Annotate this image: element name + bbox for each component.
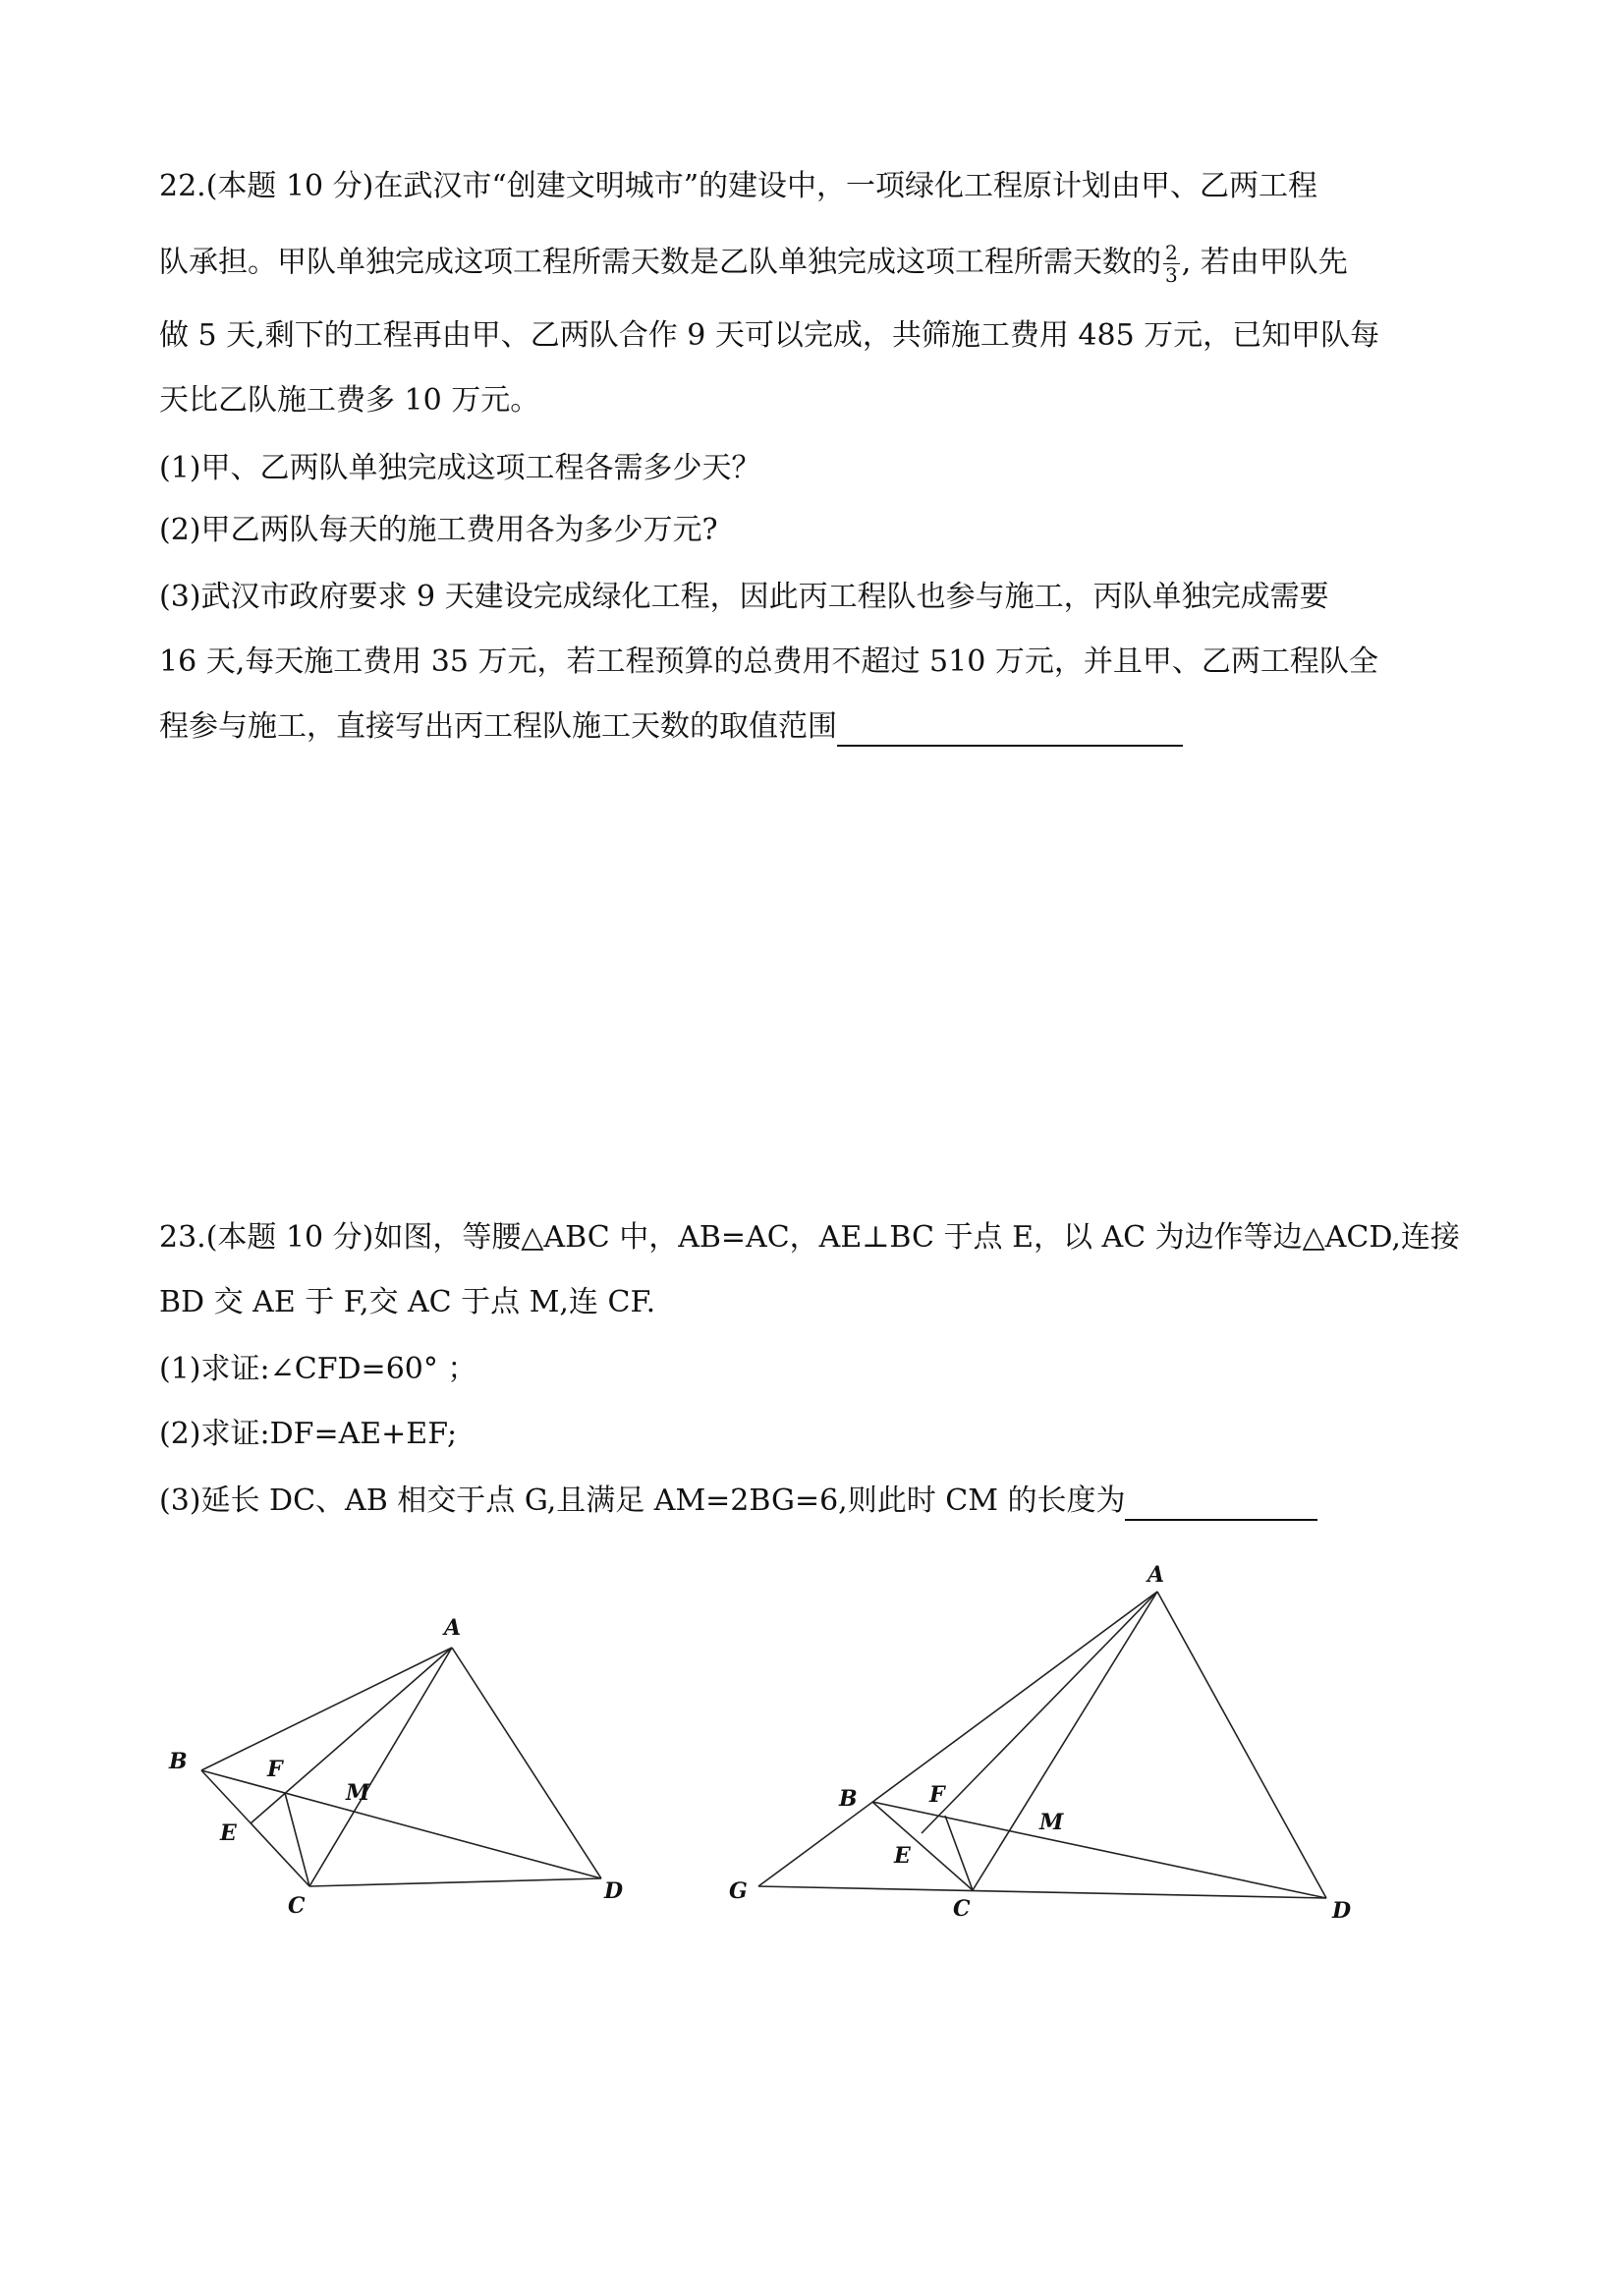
- segment-AE: [922, 1592, 1157, 1833]
- figure2-lines: [758, 1592, 1326, 1898]
- q22-line4: 天比乙队施工费多 10 万元。: [159, 383, 540, 418]
- figure2-label-C: C: [953, 1896, 971, 1922]
- figure2-label-D: D: [1332, 1898, 1352, 1924]
- segment-GD: [758, 1886, 1326, 1898]
- q23-line2: BD 交 AE 于 F,交 AC 于点 M,连 CF.: [159, 1285, 656, 1319]
- segment-BC: [201, 1770, 309, 1886]
- figure2-label-F: F: [929, 1782, 945, 1808]
- segment-CD: [309, 1878, 601, 1886]
- q22-part1: (1)甲、乙两队单独完成这项工程各需多少天？: [159, 451, 761, 485]
- figure2-label-A: A: [1147, 1562, 1165, 1588]
- figure2-label-E: E: [894, 1843, 911, 1869]
- fraction-denominator: 3: [1165, 263, 1178, 287]
- q23-part3-text: (3)延长 DC、AB 相交于点 G,且满足 AM=2BG=6,则此时 CM 的长度为: [159, 1484, 1126, 1518]
- figure2-label-M: M: [1039, 1810, 1064, 1835]
- figure2-label-G: G: [729, 1878, 748, 1904]
- q22-line2-text-a: 队承担。甲队单独完成这项工程所需天数是乙队单独完成这项工程所需天数的: [159, 245, 1161, 280]
- q22-line3: 做 5 天,剩下的工程再由甲、乙两队合作 9 天可以完成，共筛施工费用 485 万元，已知甲队每: [159, 318, 1380, 353]
- segment-AB: [201, 1648, 452, 1770]
- segment-BD: [872, 1802, 1326, 1898]
- figure1-label-B: B: [169, 1749, 188, 1774]
- figure2-label-B: B: [839, 1786, 858, 1812]
- figure1-label-D: D: [604, 1878, 624, 1904]
- q23-part1: (1)求证:∠CFD=60° ；: [159, 1352, 477, 1386]
- fraction-numerator: 2: [1165, 241, 1178, 264]
- figure1-label-M: M: [346, 1780, 370, 1806]
- q22-line1: 22.(本题 10 分)在武汉市“创建文明城市”的建设中，一项绿化工程原计划由甲、乙两工程: [159, 169, 1318, 203]
- q22-part3-line2: 16 天,每天施工费用 35 万元，若工程预算的总费用不超过 510 万元，并且甲、乙两工程队全: [159, 644, 1378, 679]
- segment-AC: [309, 1648, 452, 1886]
- segment-AD: [1157, 1592, 1326, 1898]
- figure1-label-C: C: [288, 1893, 306, 1919]
- segment-AC: [973, 1592, 1157, 1890]
- q23-line1: 23.(本题 10 分)如图，等腰△ABC 中，AB=AC，AE⊥BC 于点 E，以 AC 为边作等边△ACD,连接: [159, 1220, 1460, 1255]
- segment-BC: [872, 1802, 973, 1890]
- figure1-label-E: E: [220, 1820, 237, 1846]
- figure1-label-F: F: [267, 1757, 283, 1782]
- q22-part3-line1: (3)武汉市政府要求 9 天建设完成绿化工程，因此丙工程队也参与施工，丙队单独完成需要: [159, 580, 1329, 614]
- q22-part3-line3-text: 程参与施工，直接写出丙工程队施工天数的取值范围: [159, 709, 837, 744]
- q22-part2: (2)甲乙两队每天的施工费用各为多少万元?: [159, 513, 718, 547]
- figure1-label-A: A: [444, 1615, 462, 1641]
- segment-AG: [758, 1592, 1157, 1886]
- figure1-lines: [201, 1648, 601, 1886]
- q23-part2: (2)求证:DF=AE+EF;: [159, 1417, 458, 1451]
- q22-line2-text-b: , 若由甲队先: [1181, 245, 1348, 280]
